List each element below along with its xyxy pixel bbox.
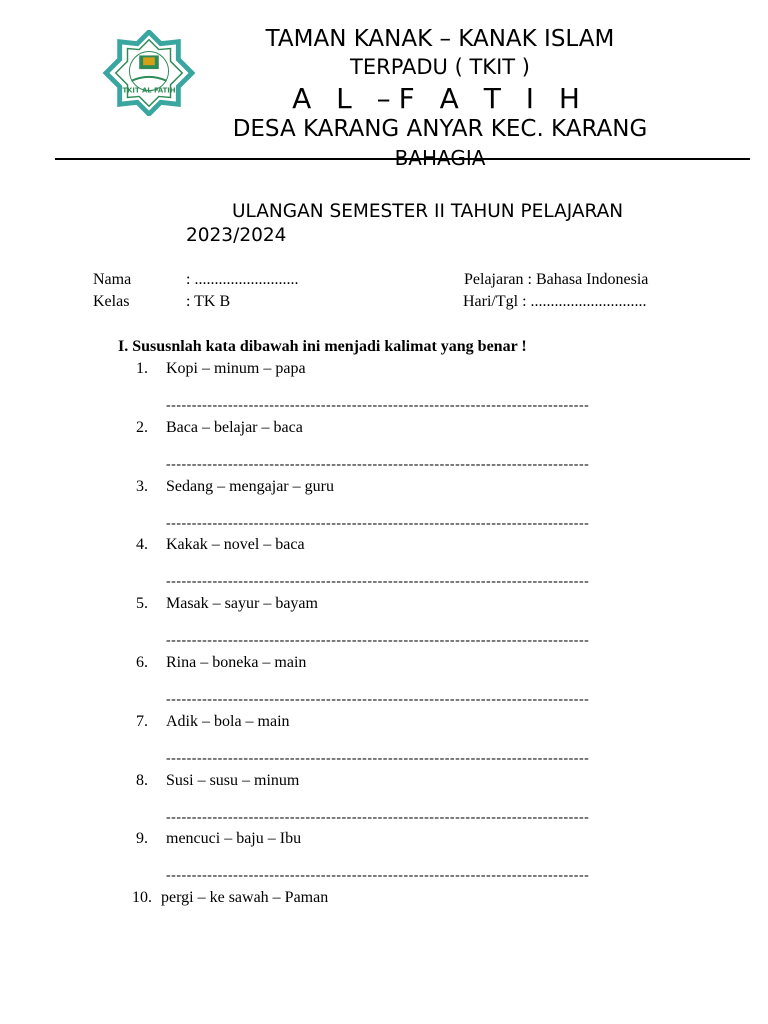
answer-line-1[interactable]: ----------------------------------------------------------------------------------: [166, 398, 590, 413]
answer-line-7[interactable]: ----------------------------------------------------------------------------------: [166, 751, 590, 766]
logo-caption: TKIT AL FATIH: [122, 86, 176, 95]
nama-field[interactable]: : ..........................: [186, 271, 299, 288]
answer-line-8[interactable]: ----------------------------------------------------------------------------------: [166, 810, 590, 825]
question-number: 7.: [136, 713, 148, 730]
question-text: mencuci – baju – Ibu: [166, 830, 302, 847]
answer-line-2[interactable]: ----------------------------------------------------------------------------------: [166, 457, 590, 472]
answer-line-9[interactable]: ----------------------------------------------------------------------------------: [166, 868, 590, 883]
school-logo: [100, 30, 198, 116]
school-address-line-1: DESA KARANG ANYAR KEC. KARANG: [232, 116, 648, 142]
school-name-line-2: TERPADU ( TKIT ): [350, 55, 530, 79]
school-name-line-1: TAMAN KANAK – KANAK ISLAM: [265, 26, 615, 52]
answer-line-6[interactable]: ----------------------------------------------------------------------------------: [166, 692, 590, 707]
question-number: 6.: [136, 654, 148, 671]
question-text: Baca – belajar – baca: [166, 419, 303, 436]
question-text: Kakak – novel – baca: [166, 536, 305, 553]
question-number: 3.: [136, 478, 148, 495]
question-text: Kopi – minum – papa: [166, 360, 306, 377]
kelas-value: : TK B: [186, 293, 231, 310]
exam-title: ULANGAN SEMESTER II TAHUN PELAJARAN: [232, 201, 624, 222]
nama-label: Nama: [93, 271, 132, 288]
kelas-label: Kelas: [93, 293, 130, 310]
school-name-al-fatih: A L –F A T I H: [292, 82, 588, 115]
hari-tgl-field[interactable]: Hari/Tgl : .............................: [463, 293, 647, 310]
school-address-line-2: BAHAGIA: [394, 146, 486, 170]
answer-line-5[interactable]: ----------------------------------------------------------------------------------: [166, 633, 590, 648]
answer-line-4[interactable]: ----------------------------------------------------------------------------------: [166, 574, 590, 589]
question-text: Masak – sayur – bayam: [166, 595, 318, 612]
logo-star-shape: [106, 32, 192, 114]
header-divider: [55, 158, 750, 160]
question-text: Rina – boneka – main: [166, 654, 307, 671]
pelajaran-info: Pelajaran : Bahasa Indonesia: [464, 271, 649, 288]
question-number: 10.: [132, 889, 152, 906]
question-text: pergi – ke sawah – Paman: [161, 889, 329, 906]
section-instruction: I. Sususnlah kata dibawah ini menjadi kalimat yang benar !: [118, 338, 527, 355]
question-number: 2.: [136, 419, 148, 436]
exam-year: 2023/2024: [186, 225, 287, 246]
answer-line-3[interactable]: ----------------------------------------------------------------------------------: [166, 516, 590, 531]
question-text: Adik – bola – main: [166, 713, 290, 730]
question-text: Susi – susu – minum: [166, 772, 300, 789]
logo-book-icon: [143, 57, 155, 65]
question-number: 9.: [136, 830, 148, 847]
question-number: 4.: [136, 536, 148, 553]
question-number: 5.: [136, 595, 148, 612]
question-text: Sedang – mengajar – guru: [166, 478, 334, 495]
question-number: 8.: [136, 772, 148, 789]
question-number: 1.: [136, 360, 148, 377]
